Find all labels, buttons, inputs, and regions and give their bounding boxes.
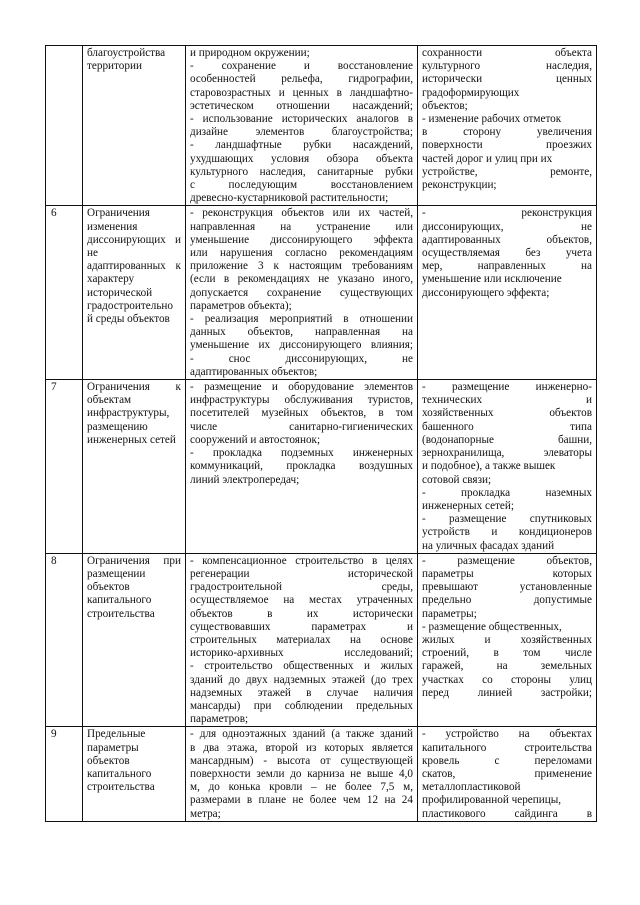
text-line: на уличных фасадах зданий [422, 539, 555, 552]
text-line: адаптированных к [87, 260, 181, 273]
text-line: инфраструктуры, [87, 407, 170, 420]
table-row [46, 727, 597, 821]
prohibited-activities-cell [418, 553, 597, 727]
text-line: строительных материалах на основе [190, 633, 413, 646]
text-line: и подобное), а также вышек [422, 460, 556, 473]
text-line: пластикового сайдинга в [422, 807, 592, 820]
text-line: приложение 3 к настоящим требованиям [190, 260, 413, 273]
text-line: - устройство на объектах [422, 728, 592, 741]
text-line: исторически ценных [422, 73, 592, 86]
text-line: изменения [87, 220, 138, 233]
allowed-activities-cell [186, 380, 418, 554]
prohibited-activities-cell [418, 380, 597, 554]
text-line: исторической [87, 286, 153, 299]
text-line: посетителей музейных объектов, в том [190, 407, 413, 420]
text-line: - размещение объектов, [422, 554, 592, 567]
text-line: уменьшение или исключение [422, 273, 562, 286]
text-line: - прокладка подземных инженерных [190, 447, 413, 460]
text-line: - реконструкция объектов или их частей, [190, 207, 413, 220]
row-number-cell: 6 [46, 206, 83, 380]
text-line: Ограничения [87, 207, 150, 220]
restriction-name-cell [83, 553, 186, 727]
text-line: осуществляемое на местах утраченных [190, 594, 413, 607]
table-row [46, 553, 597, 727]
text-line: уменьшение их диссонирующего влияния; [190, 339, 413, 352]
table-row [46, 380, 597, 554]
text-line: устройств и кондиционеров [422, 526, 592, 539]
text-line: участках со стороны улиц [422, 673, 592, 686]
text-line: капитального строительства [422, 741, 592, 754]
text-line: - размещение и оборудование элементов [190, 381, 413, 394]
text-line: с последующим восстановлением [190, 179, 413, 192]
text-line: параметров объекта); [190, 299, 292, 312]
text-line: капитального [87, 594, 152, 607]
text-line: - реконструкция [422, 207, 592, 220]
text-line: и природном окружении; [190, 47, 310, 59]
table-body [46, 46, 597, 822]
text-line: регенерации исторической [190, 567, 413, 580]
text-line: объектов [87, 581, 130, 594]
text-line: характеру [87, 273, 135, 286]
text-line: профилированной черепицы, [422, 794, 562, 807]
text-line: поверхности проезжих [422, 139, 592, 152]
text-line: - использование исторических аналогов в [190, 113, 413, 126]
text-line: строительства [87, 607, 155, 620]
text-line: сотовой связи; [422, 473, 492, 486]
table-row [46, 46, 597, 206]
text-line: культурного наследия, санитарные рубки [190, 165, 413, 178]
text-line: й среды объектов [87, 313, 170, 326]
text-line: параметров; [190, 713, 249, 726]
text-line: Предельные [87, 728, 146, 741]
restriction-name-cell [83, 206, 186, 380]
text-line: мер, направленных на [422, 260, 592, 273]
text-line: инженерных сетей; [422, 499, 514, 512]
text-line: надземных этажей в случае наличия [190, 686, 413, 699]
text-line: превышают установленные [422, 581, 592, 594]
text-line: мансарды) при соблюдении предельных [190, 699, 413, 712]
restriction-name-cell [83, 380, 186, 554]
text-line: адаптированных объектов, [422, 233, 592, 246]
allowed-activities-cell [186, 727, 418, 821]
text-line: особенностей рельефа, гидрографии, [190, 73, 413, 86]
text-line: жилых и хозяйственных [422, 633, 592, 646]
text-line: эстетическом отношении насаждений; [190, 99, 413, 112]
text-line: культурного наследия, [422, 60, 592, 73]
text-line: диссонирующего эффекта; [422, 286, 550, 299]
text-line: реконструкции; [422, 179, 497, 192]
text-line: металлопластиковой [422, 781, 521, 794]
text-line: Ограничения при [87, 554, 181, 567]
text-line: зданий до двух надземных этажей (до трех [190, 673, 413, 686]
text-line: параметры [87, 741, 139, 754]
text-line: объектов; [422, 99, 468, 112]
text-line: башенного типа [422, 420, 592, 433]
text-line: объектов [87, 754, 130, 767]
text-line: сооружений и автостоянок; [190, 433, 321, 446]
text-line: устройстве, ремонте, [422, 165, 592, 178]
text-line: адаптированных объектов; [190, 365, 318, 378]
prohibited-activities-cell [418, 727, 597, 821]
text-line: старовозрастных и ценных в ландшафтно- [190, 86, 413, 99]
text-line: размещению [87, 420, 148, 433]
text-line: уменьшение диссонирующего эффекта [190, 233, 413, 246]
requirements-table [45, 45, 597, 822]
text-line: - реализация мероприятий в отношении [190, 313, 413, 326]
text-line: технических и [422, 394, 592, 407]
text-line: осуществляемая без учета [422, 247, 592, 260]
text-line: метра; [190, 807, 221, 820]
text-line: или нарушения согласно рекомендациям [190, 247, 413, 260]
text-line: - размещение общественных, [422, 620, 562, 633]
text-line: параметры; [422, 607, 477, 620]
allowed-activities-cell [186, 206, 418, 380]
text-line: диссонирующих и [87, 233, 181, 246]
text-line: в сторону увеличения [422, 126, 592, 139]
text-line: - размещение инженерно- [422, 381, 592, 394]
text-line: - изменение рабочих отметок [422, 113, 562, 126]
text-line: ухудшающих условия обзора объекта [190, 152, 413, 165]
text-line: (водонапорные башни, [422, 433, 592, 446]
text-line: допускается сохранение существующих [190, 286, 413, 299]
text-line: гаражей, на земельных [422, 660, 592, 673]
text-line: - размещение спутниковых [422, 513, 592, 526]
text-line: инфраструктуры обслуживания туристов, [190, 394, 413, 407]
text-line: древесно-кустарниковой растительности; [190, 192, 389, 205]
text-line: дизайне элементов благоустройства; [190, 126, 413, 139]
text-line: строений, в том числе [422, 647, 592, 660]
text-line: инженерных сетей [87, 433, 176, 446]
text-line: в два этажа, второй из которых является [190, 741, 413, 754]
text-line: объектам [87, 394, 132, 407]
text-line: направленная на устранение или [190, 220, 413, 233]
row-number-cell [46, 46, 83, 206]
text-line: градостроительно [87, 299, 173, 312]
restriction-name-cell [83, 727, 186, 821]
text-line: параметры которых [422, 567, 592, 580]
text-line: скатов, применение [422, 767, 592, 780]
prohibited-activities-cell [418, 206, 597, 380]
text-line: линий электропередач; [190, 473, 300, 486]
table-row [46, 206, 597, 380]
text-line: числе санитарно-гигиенических [190, 420, 413, 433]
row-number-cell: 9 [46, 727, 83, 821]
text-line: диссонирующих, не [422, 220, 592, 233]
text-line: благоустройства [87, 47, 166, 59]
text-line: размещении [87, 567, 146, 580]
text-line: объектов в их исторически [190, 607, 413, 620]
allowed-activities-cell [186, 553, 418, 727]
allowed-activities-cell [186, 46, 418, 206]
text-line: - компенсационное строительство в целях [190, 554, 413, 567]
text-line: Ограничения к [87, 381, 181, 394]
text-line: зернохранилища, элеваторы [422, 447, 592, 460]
text-line: мансардным) - высота от существующей [190, 754, 413, 767]
text-line: градоформирующих [422, 86, 520, 99]
text-line: сохранности объекта [422, 47, 592, 59]
text-line: градостроительной среды, [190, 581, 413, 594]
text-line: не [87, 247, 98, 260]
text-line: хозяйственных объектов [422, 407, 592, 420]
row-number-cell: 7 [46, 380, 83, 554]
text-line: - строительство общественных и жилых [190, 660, 413, 673]
text-line: данных объектов, направленная на [190, 326, 413, 339]
text-line: историко-архивных исследований; [190, 647, 413, 660]
text-line: перед линией застройки; [422, 686, 592, 699]
text-line: (если в рекомендациях не указано иного, [190, 273, 413, 286]
text-line: капитального [87, 767, 152, 780]
text-line: - ландшафтные рубки насаждений, [190, 139, 413, 152]
text-line: строительства [87, 781, 155, 794]
text-line: поверхности земли до карниза не выше 4,0 [190, 767, 413, 780]
row-number-cell: 8 [46, 553, 83, 727]
prohibited-activities-cell [418, 46, 597, 206]
text-line: - сохранение и восстановление [190, 60, 413, 73]
text-line: частей дорог и улиц при их [422, 152, 553, 165]
text-line: существовавших параметрах и [190, 620, 413, 633]
text-line: коммуникаций, прокладка воздушных [190, 460, 413, 473]
restriction-name-cell [83, 46, 186, 206]
text-line: территории [87, 60, 142, 73]
text-line: - снос диссонирующих, не [190, 352, 413, 365]
text-line: кровель с переломами [422, 754, 592, 767]
text-line: - для одноэтажных зданий (а также зданий [190, 728, 413, 741]
text-line: - прокладка наземных [422, 486, 592, 499]
text-line: предельно допустимые [422, 594, 592, 607]
text-line: м, до конька кровли – не более 7,5 м, [190, 781, 413, 794]
text-line: размерами в плане не более чем 12 на 24 [190, 794, 413, 807]
